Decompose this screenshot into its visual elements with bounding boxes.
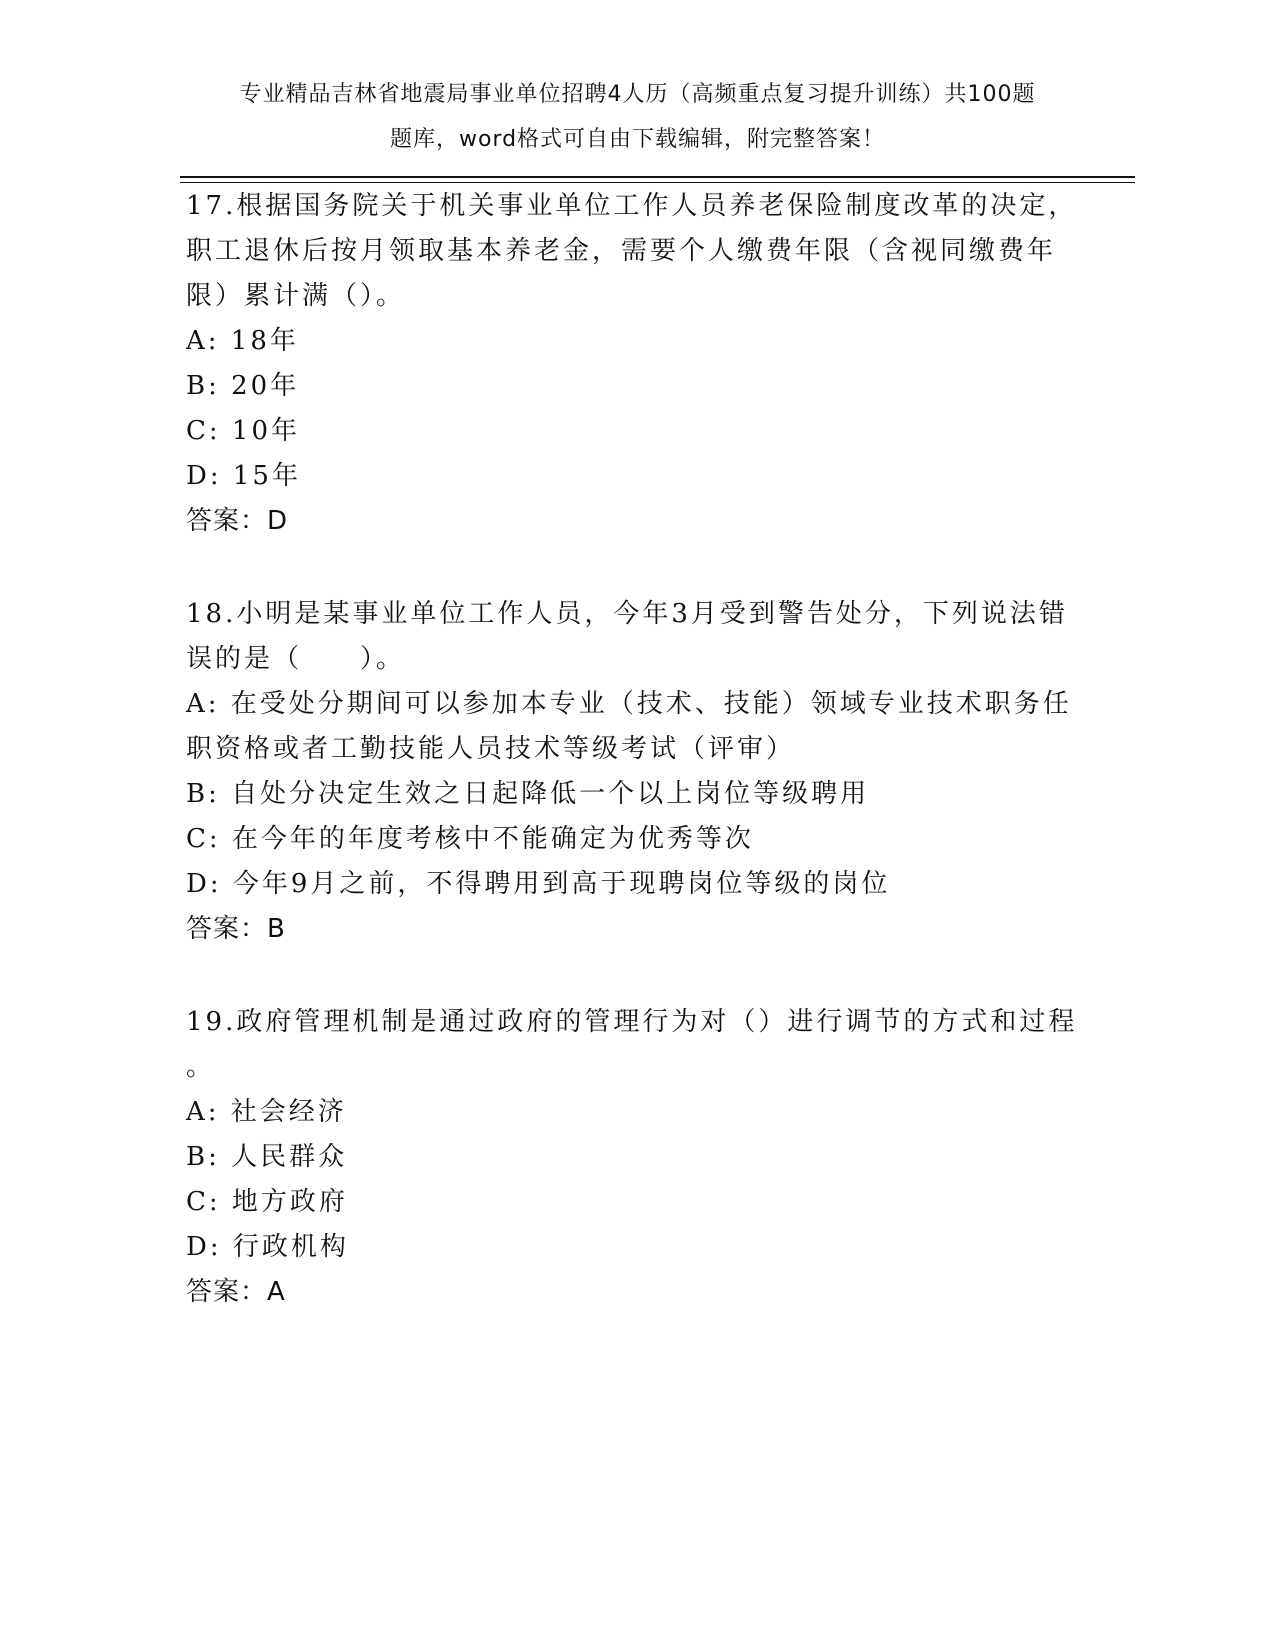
question-stem: 17.根据国务院关于机关事业单位工作人员养老保险制度改革的决定， — [186, 191, 1078, 221]
answer: 答案：B — [186, 914, 286, 944]
spacer — [186, 952, 1086, 1000]
header-divider-thin — [180, 182, 1135, 183]
question-block — [186, 592, 1086, 952]
document-header — [0, 72, 1275, 162]
question-list — [186, 184, 1086, 1315]
spacer — [186, 544, 1086, 592]
question-block — [186, 184, 1086, 544]
header-title-line-1: 专业精品吉林省地震局事业单位招聘4人历（高频重点复习提升训练）共100题 — [239, 82, 1036, 107]
option-c: C: 地方政府 — [186, 1187, 348, 1217]
option-c: C: 10年 — [186, 416, 301, 446]
question-stem: 误的是（ ）。 — [186, 644, 406, 674]
answer: 答案：D — [186, 506, 289, 536]
option-b: B: 人民群众 — [186, 1142, 348, 1172]
option-a: A: 在受处分期间可以参加本专业（技术、技能）领域专业技术职务任 — [186, 689, 1072, 719]
option-d: D: 行政机构 — [186, 1232, 349, 1262]
option-d: D: 15年 — [186, 461, 301, 491]
question-stem: 。 — [186, 1052, 216, 1082]
option-b: B: 自处分决定生效之日起降低一个以上岗位等级聘用 — [186, 779, 870, 809]
option-d: D: 今年9月之前，不得聘用到高于现聘岗位等级的岗位 — [186, 869, 891, 899]
option-a: A: 18年 — [186, 326, 299, 356]
question-block — [186, 1000, 1086, 1315]
option-b: B: 20年 — [186, 371, 300, 401]
option-a-continued: 职资格或者工勤技能人员技术等级考试（评审） — [186, 734, 796, 764]
question-stem: 职工退休后按月领取基本养老金，需要个人缴费年限（含视同缴费年 — [186, 236, 1057, 266]
option-a: A: 社会经济 — [186, 1097, 347, 1127]
question-stem: 限）累计满（）。 — [186, 281, 406, 311]
question-stem: 18.小明是某事业单位工作人员，今年3月受到警告处分，下列说法错 — [186, 599, 1068, 629]
question-stem: 19.政府管理机制是通过政府的管理行为对（）进行调节的方式和过程 — [186, 1007, 1078, 1037]
header-title-line-2: 题库，word格式可自由下载编辑，附完整答案！ — [389, 127, 886, 152]
header-divider-thick — [180, 176, 1135, 178]
answer: 答案：A — [186, 1277, 286, 1307]
option-c: C: 在今年的年度考核中不能确定为优秀等次 — [186, 824, 754, 854]
